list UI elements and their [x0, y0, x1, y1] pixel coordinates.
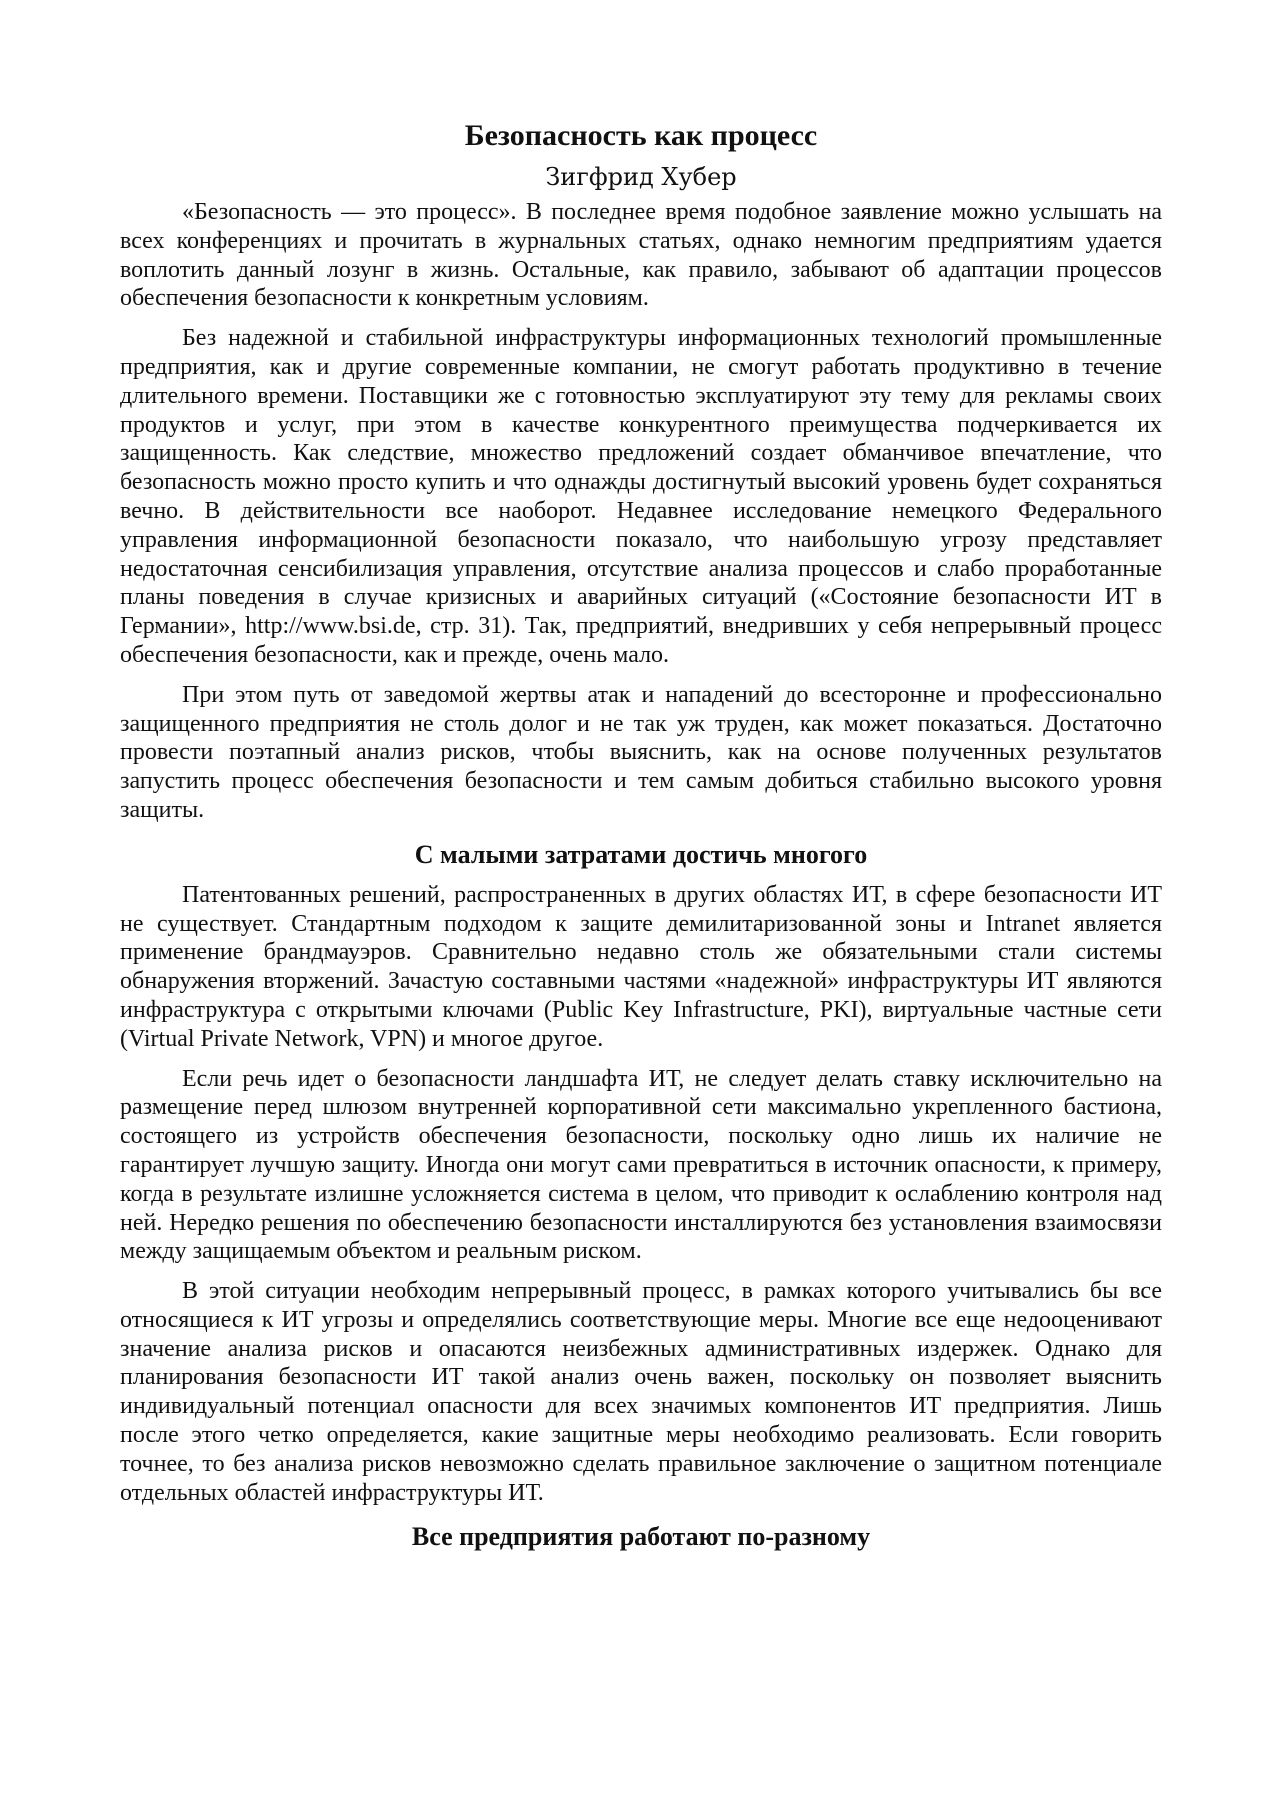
paragraph: В этой ситуации необходим непрерывный процесс, в рамках которого учитывались бы все относящиеся к ИТ угрозы и определялись соответствующие меры. Многие все еще недооценивают значение анализа рисков и опасаются неизбежных административных издержек. Однако для планирования безопасности ИТ такой анализ очень важен, поскольку он позволяет выяснить индивидуальный потенциал опасности для всех значимых компонентов ИТ предприятия. Лишь после этого четко определяется, какие защитные меры необходимо реализовать. Если говорить точнее, то без анализа рисков невозможно сделать правильное заключение о защитном потенциале отдельных областей инфраструктуры ИТ. — [120, 1278, 1162, 1506]
paragraph: Без надежной и стабильной инфраструктуры информационных технологий промышленные предприятия, как и другие современные компании, не смогут работать продуктивно в течение длительного времени. Поставщики же с готовностью эксплуатируют эту тему для рекламы своих продуктов и услуг, при этом в качестве конкурентного преимущества подчеркивается их защищенность. Как следствие, множество предложений создает обманчивое впечатление, что безопасность можно просто купить и что однажды достигнутый высокий уровень будет сохраняться вечно. В действительности все наоборот. Недавнее исследование немецкого Федерального управления информационной безопасности показало, что наибольшую угрозу представляет недостаточная сенсибилизация управления, отсутствие анализа процессов и слабо проработанные планы поведения в случае кризисных и аварийных ситуаций («Состояние безопасности ИТ в Германии», http://www.bsi.de, стр. 31). Так, предприятий, внедривших у себя непрерывный процесс обеспечения безопасности, как и прежде, очень мало. — [120, 325, 1162, 668]
section-heading: Все предприятия работают по-разному — [411, 1522, 871, 1552]
section-heading: С малыми затратами достичь многого — [414, 839, 868, 869]
paragraph: Патентованных решений, распространенных в других областях ИТ, в сфере безопасности ИТ не существует. Стандартным подходом к защите демилитаризованной зоны и Intranet является применение брандмауэров. Сравнительно недавно столь же обязательными стали системы обнаружения вторжений. Зачастую составными частями «надежной» инфраструктуры ИТ являются инфраструктура с открытыми ключами (Public Key Infrastructure, PKI), виртуальные частные сети (Virtual Private Network, VPN) и многое другое. — [120, 881, 1162, 1052]
paragraph: Если речь идет о безопасности ландшафта ИТ, не следует делать ставку исключительно на размещение перед шлюзом внутренней корпоративной сети максимально укрепленного бастиона, состоящего из устройств обеспечения безопасности, поскольку одно лишь их наличие не гарантирует лучшую защиту. Иногда они могут сами превратиться в источник опасности, к примеру, когда в результате излишне усложняется система в целом, что приводит к ослаблению контроля над ней. Нередко решения по обеспечению безопасности инсталлируются без установления взаимосвязи между защищаемым объектом и реальным риском. — [120, 1065, 1162, 1265]
paragraph: «Безопасность — это процесс». В последнее время подобное заявление можно услышать на всех конференциях и прочитать в журнальных статьях, однако немногим предприятиям удается воплотить данный лозунг в жизнь. Остальные, как правило, забывают об адаптации процессов обеспечения безопасности к конкретным условиям. — [120, 199, 1162, 312]
document-author: Зигфрид Хубер — [545, 163, 737, 191]
document-title: Безопасность как процесс — [464, 119, 818, 152]
paragraph: При этом путь от заведомой жертвы атак и нападений до всесторонне и профессионально защищенного предприятия не столь долог и не так уж труден, как может показаться. Достаточно провести поэтапный анализ рисков, чтобы выяснить, как на основе полученных результатов запустить процесс обеспечения безопасности и тем самым добиться стабильно высокого уровня защиты. — [120, 681, 1162, 823]
document-page — [120, 118, 1162, 1563]
